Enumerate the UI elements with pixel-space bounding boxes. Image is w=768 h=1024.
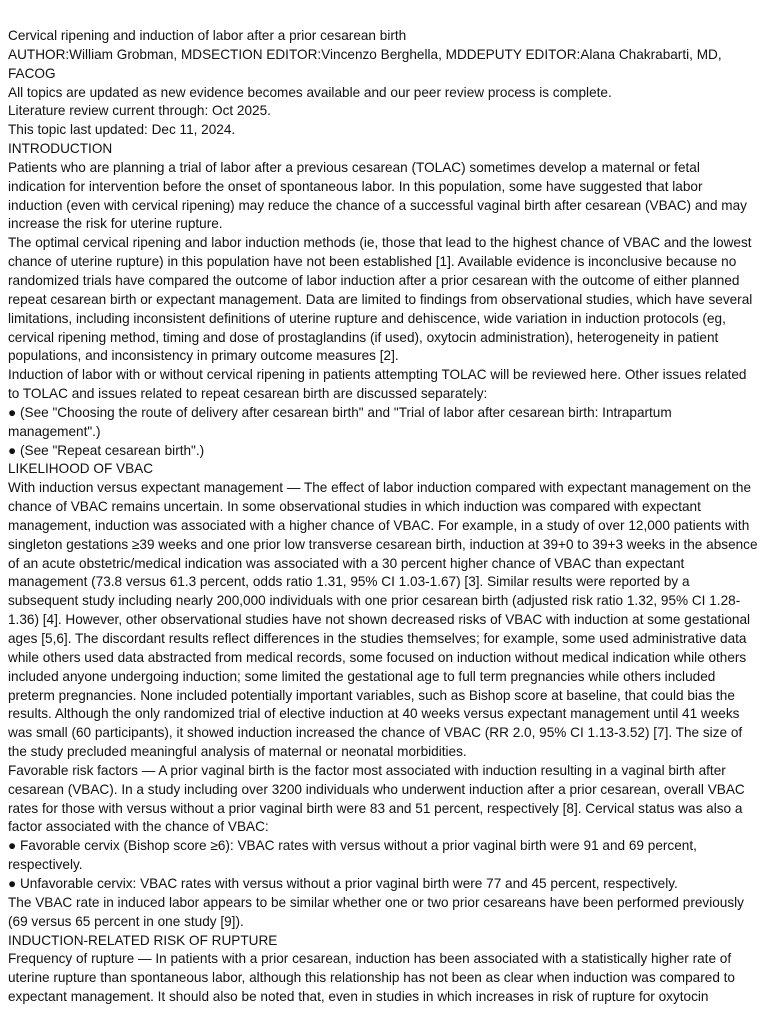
paragraph: Favorable risk factors — A prior vaginal birth is the factor most associated with induction resulting in a vaginal birth after cesarean (VBAC). In a study including over 3200 individuals who underwent induction after a prior cesarean, overall VBAC rates for those with versus without a prior vaginal birth were 83 and 51 percent, respectively [8]. Cervical status was also a factor associated with the chance of VBAC: <box>8 762 745 835</box>
paragraph: Induction of labor with or without cervical ripening in patients attempting TOLAC will be reviewed here. Other issues related to TOLAC and issues related to repeat cesarean birth are discussed separately: <box>8 367 747 402</box>
paragraph: The optimal cervical ripening and labor induction methods (ie, those that lead to the highest chance of VBAC and the lowest chance of uterine rupture) in this population have not been established [1]. Available evidence is inconclusive because no randomized trials have compared the outcome of labor induction after a prior cesarean with the outcome of either planned repeat cesarean birth or expectant management. Data are limited to findings from observational studies, which have several limitations, including inconsistent definitions of uterine rupture and dehiscence, wide variation in induction protocols (eg, cervical ripening method, timing and dose of prostaglandins (if used), oxytocin administration), heterogeneity in patient populations, and inconsistency in primary outcome measures [2]. <box>8 235 753 364</box>
bullet-item: ● (See "Repeat cesarean birth".) <box>8 442 205 458</box>
last-updated-date: This topic last updated: Dec 11, 2024. <box>8 122 236 138</box>
bullet-item: ● (See "Choosing the route of delivery after cesarean birth" and "Trial of labor after cesarean birth: Intrapartum management".) <box>8 404 672 439</box>
paragraph: With induction versus expectant management — The effect of labor induction compared with expectant management on the chance of VBAC remains uncertain. In some observational studies in which induction was compared with expectant management, induction was associated with a higher chance of VBAC. For example, in a study of over 12,000 patients with singleton gestations ≥39 weeks and one prior low transverse cesarean birth, induction at 39+0 to 39+3 weeks in the absence of an acute obstetric/medical indication was associated with a 30 percent higher chance of VBAC than expectant management (73.8 versus 61.3 percent, odds ratio 1.31, 95% CI 1.03-1.67) [3]. Similar results were reported by a subsequent study including nearly 200,000 individuals with one prior cesarean birth (adjusted risk ratio 1.32, 95% CI 1.28-1.36) [4]. However, other observational studies have not shown decreased risks of VBAC with induction at some gestational ages [5,6]. The discordant results reflect differences in the studies themselves; for example, some used administrative data while others used data abstracted from medical records, some focused on induction without medical indication while others included anyone undergoing induction; some limited the gestational age to full term pregnancies while others included preterm pregnancies. None included potentially important variables, such as Bishop score at baseline, that could bias the results. Although the only randomized trial of elective induction at 40 weeks versus expectant management until 41 weeks was small (60 participants), it showed induction increased the chance of VBAC (RR 2.0, 95% CI 1.13-3.52) [7]. The size of the study precluded meaningful analysis of maternal or neonatal morbidities. <box>8 480 758 760</box>
paragraph: The VBAC rate in induced labor appears to be similar whether one or two prior cesareans have been performed previously (69 versus 65 percent in one study [9]). <box>8 894 744 929</box>
article-title: Cervical ripening and induction of labor after a prior cesarean birth <box>8 28 407 43</box>
section-heading-rupture: INDUCTION-RELATED RISK OF RUPTURE <box>8 932 278 948</box>
literature-review-date: Literature review current through: Oct 2025. <box>8 103 271 119</box>
section-heading-likelihood: LIKELIHOOD OF VBAC <box>8 461 154 477</box>
paragraph: Frequency of rupture — In patients with a prior cesarean, induction has been associated with a statistically higher rate of uterine rupture than spontaneous labor, although this relationship has not been as clear when induction was compared to expectant management. It should also be noted that, even in studies in which increases in risk of rupture for oxytocin <box>8 951 735 1005</box>
bullet-item: ● Unfavorable cervix: VBAC rates with versus without a prior vaginal birth were 77 and 45 percent, respectively. <box>8 875 678 891</box>
update-note: All topics are updated as new evidence becomes available and our peer review process is complete. <box>8 84 612 100</box>
paragraph: Patients who are planning a trial of labor after a previous cesarean (TOLAC) sometimes develop a maternal or fetal indication for intervention before the onset of spontaneous labor. In this population, some have suggested that labor induction (even with cervical ripening) may reduce the chance of a successful vaginal birth after cesarean (VBAC) and may increase the risk for uterine rupture. <box>8 159 747 232</box>
authors-line: AUTHOR:William Grobman, MDSECTION EDITOR:Vincenzo Berghella, MDDEPUTY EDITOR:Alana Chakrabarti, MD, FACOG <box>8 46 722 81</box>
section-heading-introduction: INTRODUCTION <box>8 141 113 157</box>
bullet-item: ● Favorable cervix (Bishop score ≥6): VBAC rates with versus without a prior vaginal birth were 91 and 69 percent, respectively. <box>8 838 697 873</box>
